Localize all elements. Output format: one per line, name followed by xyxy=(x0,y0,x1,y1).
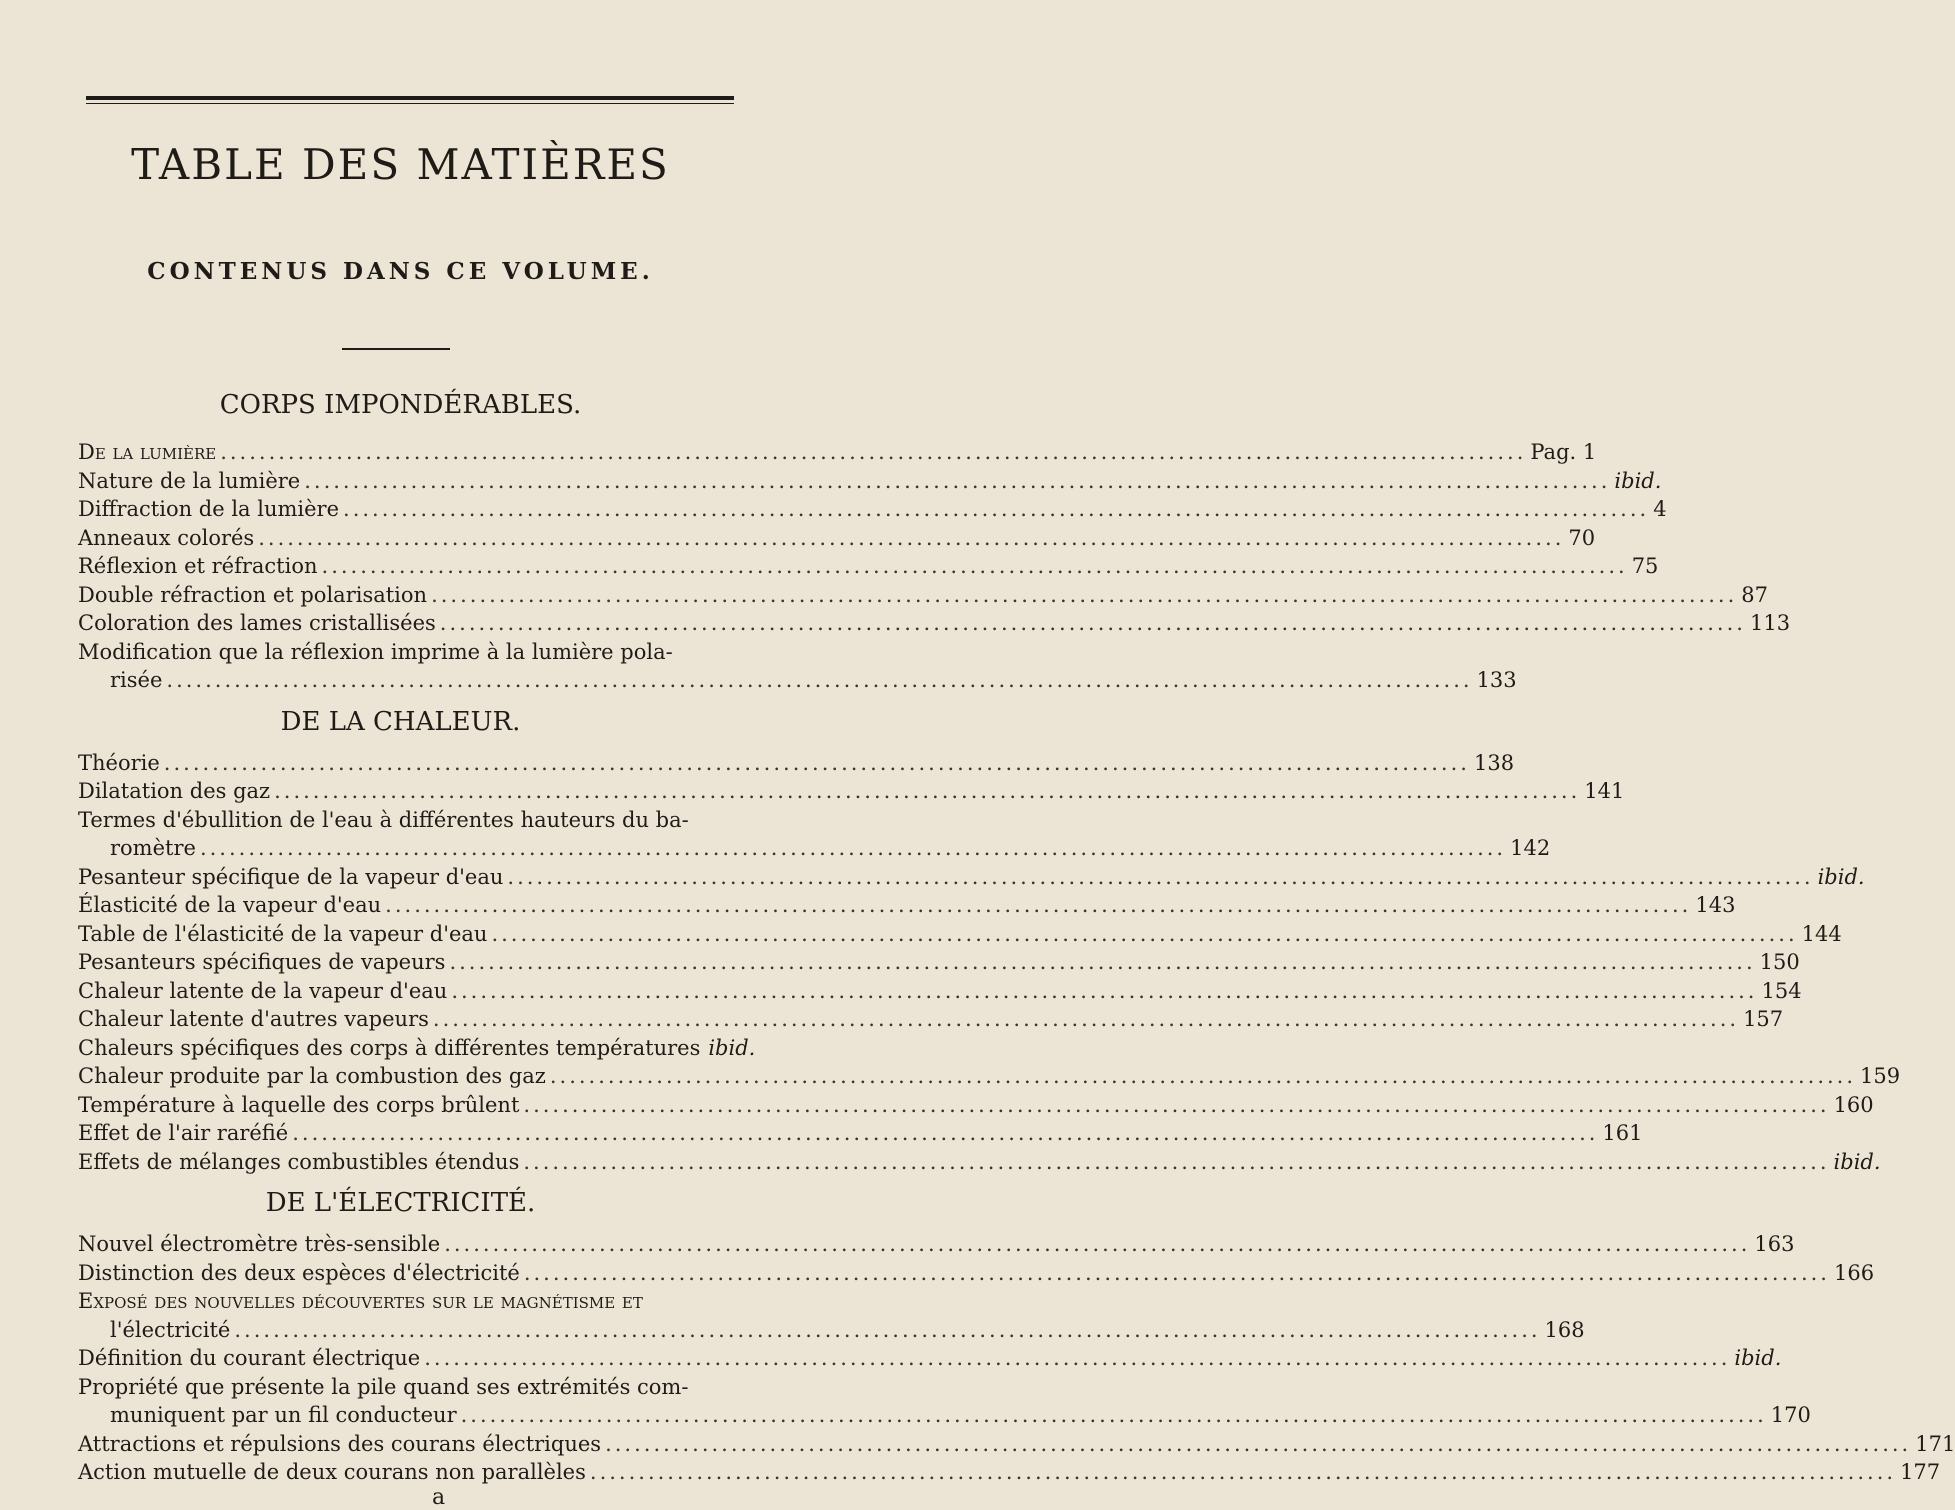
dot-leader xyxy=(507,865,1813,889)
entry-page: 161 xyxy=(1602,1121,1643,1145)
entry-page: 157 xyxy=(1743,1007,1784,1031)
entry-page: 141 xyxy=(1584,779,1625,803)
toc-entry xyxy=(78,1007,1784,1035)
entry-page: 159 xyxy=(1860,1064,1901,1088)
toc-entry xyxy=(78,1431,1955,1460)
toc-entry xyxy=(78,468,1662,497)
entry-page: 150 xyxy=(1759,950,1800,974)
entry-title: Nature de la lumière xyxy=(78,468,301,493)
entry-page: 87 xyxy=(1741,582,1768,607)
entry-page: 171 xyxy=(1915,1431,1955,1456)
section-heading-chaleur: DE LA CHALEUR. xyxy=(280,706,521,737)
toc-entry xyxy=(78,1346,1782,1374)
entry-page: 144 xyxy=(1801,921,1842,946)
entry-title: Chaleurs spécifiques des corps à différentes températures xyxy=(78,1035,701,1060)
entry-title: l'électricité xyxy=(110,1317,231,1342)
entry-page: 160 xyxy=(1833,1092,1874,1117)
toc-entry xyxy=(78,978,1802,1007)
dot-leader xyxy=(449,950,1755,974)
toc-entry-continuation xyxy=(110,1403,1811,1431)
toc-entry xyxy=(78,750,1515,779)
dot-leader xyxy=(343,497,1649,521)
section-electricite xyxy=(0,1188,1955,1510)
toc-entry xyxy=(78,950,1800,978)
dot-leader xyxy=(444,1232,1750,1256)
entry-page: ibid. xyxy=(708,1035,756,1060)
dot-leader xyxy=(440,611,1746,635)
entry-title: Chaleur produite par la combustion des gaz xyxy=(78,1064,546,1088)
entry-title: Exposé des nouvelles découvertes sur le magnétisme et xyxy=(78,1289,643,1313)
section-heading-corps-imponderables: CORPS IMPONDÉRABLES. xyxy=(219,390,582,420)
entry-title: Propriété que présente la pile quand ses extrémités com- xyxy=(78,1374,689,1399)
entry-title: Attractions et répulsions des courans électriques xyxy=(78,1431,602,1456)
top-thin-rule xyxy=(86,103,734,104)
toc-entry-continuation xyxy=(110,668,1517,696)
toc-entry xyxy=(78,1375,736,1403)
entry-title: Pesanteurs spécifiques de vapeurs xyxy=(78,950,446,974)
entry-page: 4 xyxy=(1653,497,1667,521)
entry-title: Double réfraction et polarisation xyxy=(78,582,428,607)
toc-entry xyxy=(78,497,1667,525)
entry-title: Effets de mélanges combustibles étendus xyxy=(78,1149,520,1174)
toc-entry xyxy=(78,864,1865,893)
dot-leader xyxy=(431,583,1737,607)
toc-entry xyxy=(78,554,1659,582)
toc-entry xyxy=(78,1289,736,1317)
entry-title: romètre xyxy=(110,836,196,860)
toc-entry xyxy=(78,1121,1643,1149)
dot-leader xyxy=(523,1093,1829,1117)
page-title: TABLE DES MATIÈRES xyxy=(131,140,670,189)
entry-page: 168 xyxy=(1544,1317,1585,1342)
dot-leader xyxy=(292,1121,1598,1145)
dot-leader xyxy=(605,1432,1911,1456)
dot-leader xyxy=(590,1460,1896,1484)
entry-page: ibid. xyxy=(1734,1346,1782,1370)
entry-page: 177 xyxy=(1900,1460,1941,1484)
entry-page: 133 xyxy=(1476,668,1517,692)
entry-page: Pag. 1 xyxy=(1530,440,1597,464)
entry-title: Modification que la réflexion imprime à la lumière pola- xyxy=(78,639,673,664)
separator-rule xyxy=(342,348,450,350)
dot-leader xyxy=(258,526,1564,550)
entry-page: 163 xyxy=(1754,1232,1795,1256)
entry-page: 70 xyxy=(1568,525,1596,550)
entry-title: Chaleur latente de la vapeur d'eau xyxy=(78,978,448,1003)
entry-title: Théorie xyxy=(78,750,160,775)
entry-title: Effet de l'air raréfié xyxy=(78,1121,289,1145)
entry-title: Action mutuelle de deux courans non parallèles xyxy=(78,1460,586,1484)
entry-title: Coloration des lames cristallisées xyxy=(78,611,436,635)
toc-entry xyxy=(78,921,1842,950)
entry-title: Distinction des deux espèces d'électricité xyxy=(78,1260,520,1285)
entry-title: Diffraction de la lumière xyxy=(78,497,340,521)
toc-entry xyxy=(78,525,1596,554)
entry-page: 142 xyxy=(1510,836,1551,860)
dot-leader xyxy=(234,1318,1540,1342)
toc-entry xyxy=(78,1149,1881,1178)
entry-title: risée xyxy=(110,668,163,692)
toc-entry xyxy=(78,1064,1901,1092)
entry-page: 138 xyxy=(1473,750,1515,775)
catchword: a xyxy=(432,1484,446,1510)
toc-entry xyxy=(78,808,736,836)
entry-title: Chaleur latente d'autres vapeurs xyxy=(78,1007,429,1031)
entry-title: Anneaux colorés xyxy=(78,525,255,550)
dot-leader xyxy=(322,554,1628,578)
entry-title: Dilatation des gaz xyxy=(78,779,271,803)
entry-page: 113 xyxy=(1749,611,1791,635)
page-subtitle: CONTENUS DANS CE VOLUME. xyxy=(147,258,654,285)
entry-page: 170 xyxy=(1770,1403,1811,1427)
entry-page: ibid. xyxy=(1817,864,1865,889)
entry-title: De la lumière xyxy=(78,440,217,464)
entry-page: 166 xyxy=(1833,1260,1875,1285)
entry-title: Pesanteur spécifique de la vapeur d'eau xyxy=(78,864,504,889)
entry-title: Température à laquelle des corps brûlent xyxy=(78,1092,520,1117)
toc-entry xyxy=(78,1092,1874,1121)
entry-page: ibid. xyxy=(1833,1149,1881,1174)
toc-entry xyxy=(78,1260,1875,1289)
top-double-rule xyxy=(86,96,734,100)
dot-leader xyxy=(274,779,1580,803)
entry-page: 75 xyxy=(1631,554,1659,578)
toc-entry xyxy=(78,440,1597,468)
toc-entry xyxy=(78,893,1736,921)
dot-leader xyxy=(523,1150,1829,1174)
dot-leader xyxy=(424,1346,1730,1370)
dot-leader xyxy=(385,893,1691,917)
toc-entry-continuation xyxy=(110,836,1551,864)
entry-title: muniquent par un fil conducteur xyxy=(110,1403,457,1427)
dot-leader xyxy=(166,668,1472,692)
toc-entry-continuation xyxy=(110,1317,1585,1346)
dot-leader xyxy=(200,836,1506,860)
dot-leader xyxy=(164,751,1470,775)
toc-entry xyxy=(78,1232,1795,1260)
entry-title: Élasticité de la vapeur d'eau xyxy=(78,893,382,917)
toc-entry xyxy=(78,779,1625,807)
dot-leader xyxy=(304,469,1610,493)
entry-title: Table de l'élasticité de la vapeur d'eau xyxy=(78,921,488,946)
entry-page: ibid. xyxy=(1614,468,1662,493)
dot-leader xyxy=(491,922,1797,946)
dot-leader xyxy=(461,1403,1767,1427)
toc-entry xyxy=(78,1035,756,1064)
section-heading-electricite: DE L'ÉLECTRICITÉ. xyxy=(265,1188,536,1218)
dot-leader xyxy=(550,1064,1856,1088)
toc-entry xyxy=(78,640,736,668)
toc-entry xyxy=(78,611,1791,639)
dot-leader xyxy=(451,979,1757,1003)
entry-page: 154 xyxy=(1761,978,1802,1003)
entry-title: Termes d'ébullition de l'eau à différentes hauteurs du ba- xyxy=(78,807,689,832)
toc-entry xyxy=(78,1460,1941,1488)
entry-title: Définition du courant électrique xyxy=(78,1346,421,1370)
dot-leader xyxy=(524,1261,1830,1285)
dot-leader xyxy=(433,1007,1739,1031)
dot-leader xyxy=(220,440,1526,464)
toc-entry xyxy=(78,582,1768,611)
entry-title: Réflexion et réfraction xyxy=(78,554,318,578)
entry-page: 143 xyxy=(1695,893,1736,917)
entry-title: Nouvel électromètre très-sensible xyxy=(78,1232,441,1256)
